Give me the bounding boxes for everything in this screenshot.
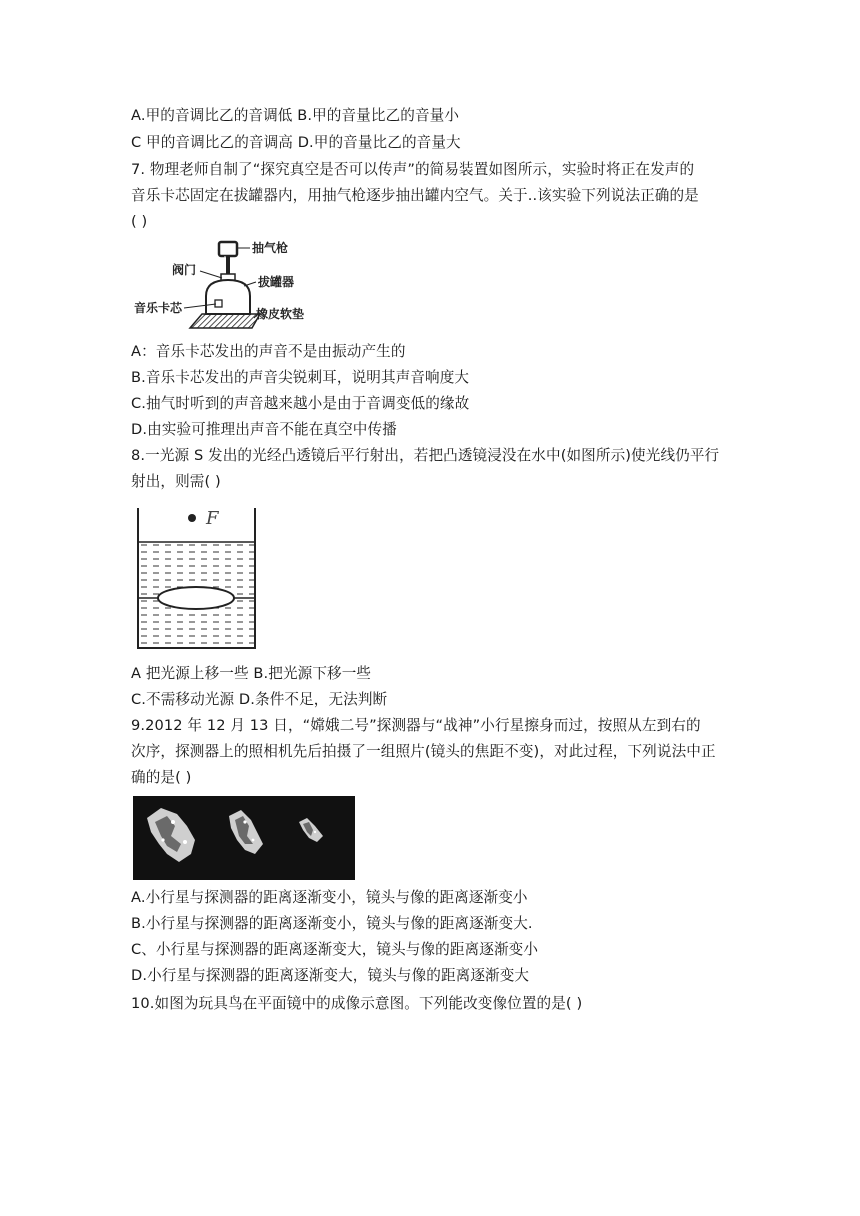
- cup-dome: [206, 280, 250, 314]
- q7-apparatus-figure: [134, 238, 324, 330]
- q7-option-c: C.抽气时听到的声音越来越小是由于音调变低的缘故: [131, 395, 470, 412]
- q9-option-c: C、小行星与探测器的距离逐渐变大，镜头与像的距离逐渐变小: [131, 941, 539, 958]
- music-chip-icon: [215, 300, 222, 307]
- q9-stem-line-1: 9.2012 年 12 月 13 日，“嫦娥二号”探测器与“战神”小行星擦身而过，按照从左到右的: [131, 717, 701, 734]
- q8-stem-line-2: 射出，则需( ): [131, 473, 221, 490]
- q7-stem-line-2: 音乐卡芯固定在拔罐器内，用抽气枪逐步抽出罐内空气。关于..该实验下列说法正确的是: [131, 187, 699, 204]
- convex-lens: [158, 587, 234, 609]
- pump-handle: [219, 242, 237, 256]
- q10-stem-line-1: 10.如图为玩具鸟在平面镜中的成像示意图。下列能改变像位置的是( ): [131, 995, 583, 1012]
- q8-options-ab: A 把光源上移一些 B.把光源下移一些: [131, 665, 372, 682]
- q8-stem-line-1: 8.一光源 S 发出的光经凸透镜后平行射出，若把凸透镜浸没在水中(如图所示)使光线仍平行: [131, 447, 720, 464]
- q9-option-b: B.小行星与探测器的距离逐渐变小，镜头与像的距离逐渐变大.: [131, 915, 533, 932]
- q9-stem-line-3: 确的是( ): [131, 769, 192, 786]
- focal-point-dot: [188, 514, 196, 522]
- chip-label: 音乐卡芯: [134, 301, 183, 315]
- q7-stem-line-3: ( ): [131, 213, 148, 230]
- q6-options-ab: A.甲的音调比乙的音调低 B.甲的音量比乙的音量小: [131, 107, 460, 124]
- q9-option-a: A.小行星与探测器的距离逐渐变小，镜头与像的距离逐渐变小: [131, 889, 528, 906]
- focal-point-label: F: [206, 508, 219, 529]
- valve-label: 阀门: [172, 263, 197, 277]
- pump-label: 抽气枪: [252, 241, 289, 255]
- pad-label: 橡皮软垫: [256, 307, 305, 321]
- q7-option-a: A：音乐卡芯发出的声音不是由振动产生的: [131, 343, 406, 360]
- q6-options-cd: C 甲的音调比乙的音调高 D.甲的音量比乙的音量大: [131, 134, 461, 151]
- q9-asteroid-photos-figure: [133, 796, 355, 880]
- q9-option-d: D.小行星与探测器的距离逐渐变大，镜头与像的距离逐渐变大: [131, 967, 530, 984]
- q9-stem-line-2: 次序，探测器上的照相机先后拍摄了一组照片(镜头的焦距不变)，对此过程，下列说法中正: [131, 743, 716, 760]
- rubber-pad: [190, 314, 260, 328]
- q7-stem-line-1: 7. 物理老师自制了“探究真空是否可以传声”的简易装置如图所示，实验时将正在发声的: [131, 161, 695, 178]
- q7-option-b: B.音乐卡芯发出的声音尖锐刺耳，说明其声音响度大: [131, 369, 470, 386]
- q7-option-d: D.由实验可推理出声音不能在真空中传播: [131, 421, 397, 438]
- q8-lens-in-water-figure: [128, 500, 264, 652]
- cup-label: 拔罐器: [258, 275, 295, 289]
- q8-options-cd: C.不需移动光源 D.条件不足，无法判断: [131, 691, 388, 708]
